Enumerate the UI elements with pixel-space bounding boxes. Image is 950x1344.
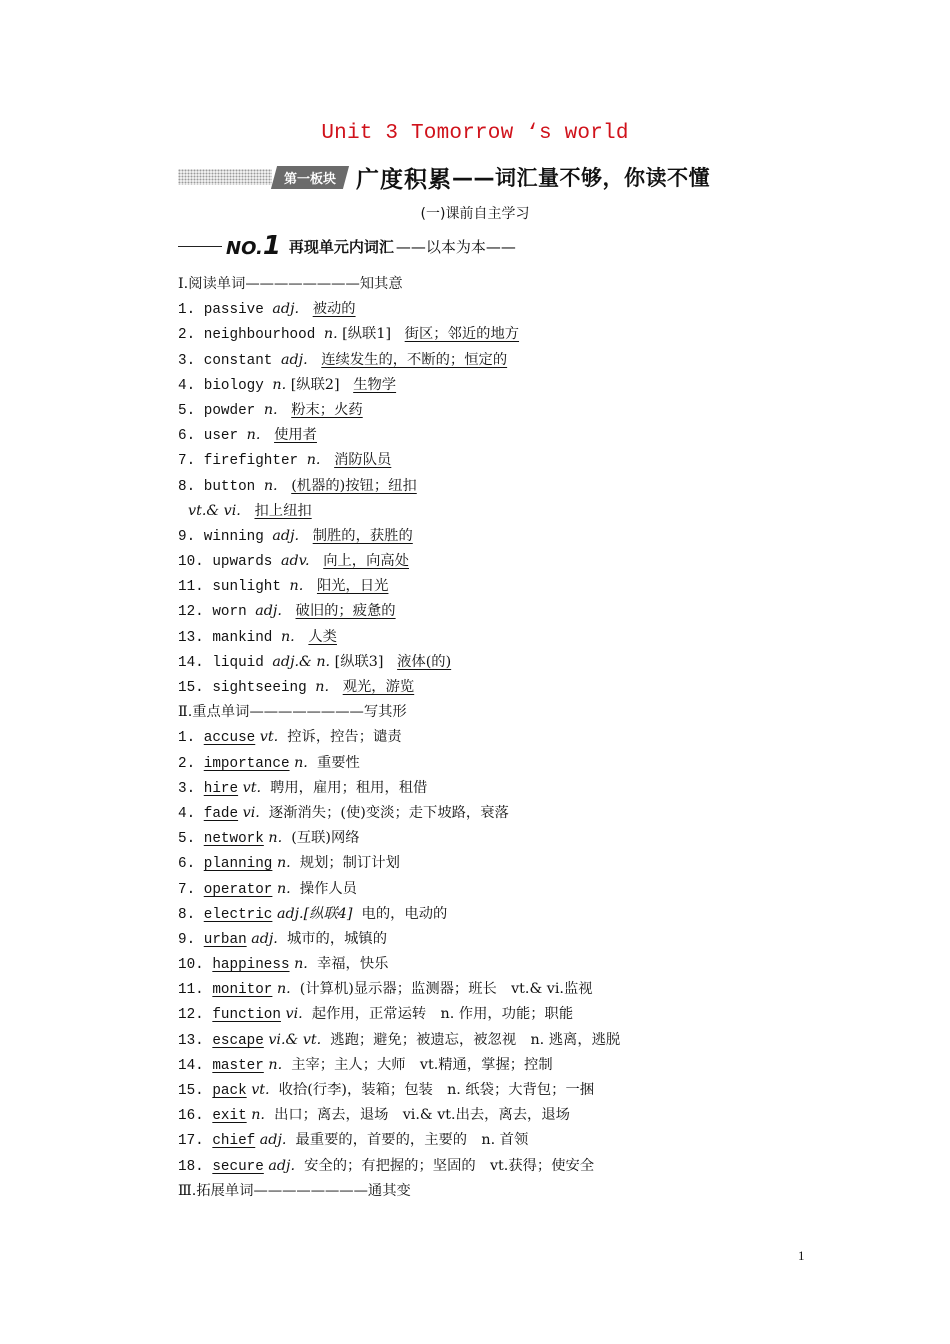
english-word: worn: [212, 604, 256, 621]
meaning: 操作人员: [299, 880, 357, 897]
meaning: 逃跑；避免；被遗忘，被忽视 n. 逃离，逃脱: [330, 1031, 621, 1048]
spacer: [261, 780, 270, 796]
spacer: [286, 1132, 295, 1148]
spacer: [278, 402, 292, 418]
part-of-speech: n.: [294, 956, 308, 973]
spacer: [282, 603, 296, 619]
vocab-row: [178, 549, 738, 574]
item-number: 14.: [178, 654, 213, 671]
meaning: 电的，电动的: [361, 905, 448, 922]
word-answer: fade: [203, 805, 239, 822]
item-number: 3.: [178, 780, 204, 797]
english-word: winning: [203, 528, 273, 545]
spacer: [308, 956, 317, 972]
part-of-speech: n.: [263, 477, 278, 494]
item-number: 10.: [178, 957, 213, 974]
vocab-row: [178, 398, 738, 423]
word-answer: accuse: [203, 730, 256, 747]
part-of-speech: vi.: [285, 1006, 303, 1023]
english-word: user: [203, 428, 247, 445]
item-number: 12.: [178, 604, 213, 621]
item-number: 6.: [178, 428, 204, 445]
link-tag: [纵联1]: [337, 326, 392, 343]
word-answer: exit: [212, 1108, 247, 1125]
part-of-speech: n.: [268, 1056, 283, 1073]
item-number: 4.: [178, 377, 204, 394]
part-of-speech: adj.: [280, 351, 308, 368]
part-of-speech: adj.& n.: [272, 653, 331, 670]
meaning-answer: 被动的: [312, 301, 356, 318]
english-word: passive: [203, 302, 273, 319]
banner-heading: 广度积累: [356, 166, 453, 193]
part-of-speech: n.: [246, 427, 261, 444]
meaning: 最重要的，首要的，主要的 n. 首领: [295, 1132, 529, 1149]
word-answer: planning: [203, 856, 273, 873]
banner-dots: [178, 169, 272, 185]
meaning: (计算机)显示器；监测器；班长 vt.& vi.监视: [299, 981, 593, 998]
item-number: 4.: [178, 805, 204, 822]
part-of-speech: adj.: [272, 527, 300, 544]
vocab-row: [178, 599, 738, 624]
item-number: 7.: [178, 881, 204, 898]
vocab-row: [178, 1103, 738, 1128]
part-of-speech: vt.: [242, 779, 261, 796]
item-number: 10.: [178, 554, 213, 571]
vocab-row: [178, 499, 738, 524]
spacer: [241, 503, 255, 519]
word-answer: function: [212, 1007, 281, 1024]
item-number: 1.: [178, 730, 204, 747]
part-of-speech: n.: [263, 401, 278, 418]
meaning-answer: 粉末；火药: [291, 401, 363, 418]
part-of-speech: vi.& vt.: [268, 1031, 322, 1048]
vocab-row: [178, 801, 738, 826]
spacer: [321, 1032, 330, 1048]
spacer: [270, 1082, 279, 1098]
spacer: [340, 377, 354, 393]
word-answer: escape: [212, 1032, 264, 1049]
english-word: neighbourhood: [203, 327, 324, 344]
vocab-row: [178, 1154, 738, 1179]
spacer: [383, 654, 397, 670]
meaning-answer: 阳光，日光: [316, 578, 389, 595]
item-number: 7.: [178, 453, 204, 470]
item-number: 18.: [178, 1158, 213, 1175]
vocab-row: [178, 297, 738, 322]
vocab-row: [178, 650, 738, 675]
part-of-speech: n.: [306, 452, 321, 469]
item-number: 5.: [178, 402, 204, 419]
spacer: [308, 755, 317, 771]
item-number: 17.: [178, 1133, 213, 1150]
lesson-subheading: (一)课前自主学习: [420, 206, 530, 222]
spacer: [310, 553, 324, 569]
word-answer: secure: [212, 1158, 264, 1175]
english-word: powder: [203, 402, 264, 419]
vocab-row: [178, 625, 738, 650]
spacer: [260, 427, 274, 443]
item-number: 11.: [178, 982, 213, 999]
item-number: 9.: [178, 931, 204, 948]
english-word: upwards: [212, 554, 281, 571]
word-answer: master: [212, 1057, 264, 1074]
item-number: 13.: [178, 1032, 213, 1049]
word-answer: urban: [203, 931, 247, 948]
vocab-row: [178, 524, 738, 549]
section-number: NO.1: [226, 231, 281, 261]
meaning: (互联)网络: [291, 830, 360, 847]
vocab-row: [178, 902, 738, 927]
spacer: [329, 679, 343, 695]
word-answer: pack: [212, 1083, 247, 1099]
banner-tag: [271, 166, 349, 189]
meaning: 控诉，控告；谴责: [287, 729, 402, 746]
vocab-row: [178, 1002, 738, 1027]
spacer: [320, 452, 334, 468]
spacer: [291, 981, 300, 997]
part-of-speech: adv.: [280, 553, 310, 570]
item-number: 15.: [178, 680, 213, 696]
part-of-speech: n.: [276, 981, 291, 998]
item-number: 3.: [178, 352, 204, 369]
vocab-row: [178, 1078, 738, 1103]
spacer: [303, 1006, 312, 1022]
meaning: 重要性: [316, 754, 360, 771]
vocab-row: [178, 927, 738, 952]
part-of-speech: n.: [272, 376, 287, 393]
vocab-row: [178, 776, 738, 801]
word-answer: operator: [203, 881, 273, 898]
word-answer: chief: [212, 1133, 256, 1150]
page-number: 1: [798, 1248, 805, 1263]
spacer: [299, 301, 313, 317]
meaning: 规划；制订计划: [299, 855, 400, 872]
word-answer: network: [203, 831, 264, 848]
part-of-speech: adj.: [268, 1157, 296, 1174]
meaning: 幸福，快乐: [316, 956, 389, 973]
vocab-row: [178, 675, 738, 700]
vocab-row: [178, 826, 738, 851]
part-heading: Ⅱ.重点单词————————写其形: [178, 704, 407, 721]
item-number: 2.: [178, 755, 204, 772]
english-word: sunlight: [212, 579, 290, 596]
meaning: 收拾(行李)，装箱；包装 n. 纸袋；大背包；一捆: [278, 1082, 595, 1098]
word-answer: electric: [203, 906, 273, 923]
item-number: 16.: [178, 1108, 213, 1125]
meaning-answer: 向上，向高处: [323, 553, 409, 570]
vocab-row: [178, 851, 738, 876]
part-of-speech: n.: [276, 880, 291, 897]
part-of-speech: n.: [289, 578, 304, 595]
meaning: 主宰；主人；大师 vt.精通，掌握；控制: [291, 1056, 553, 1073]
spacer: [352, 906, 361, 922]
part-heading: Ⅰ.阅读单词————————知其意: [178, 276, 403, 292]
word-answer: importance: [203, 755, 290, 772]
vocab-row: [178, 322, 738, 347]
banner-subheading: ——词汇量不够，你读不懂: [452, 166, 711, 190]
spacer: [308, 352, 322, 368]
part-heading: Ⅲ.拓展单词————————通其变: [178, 1182, 411, 1199]
word-answer: hire: [203, 780, 239, 797]
item-number: 8.: [178, 478, 204, 495]
spacer: [299, 528, 313, 544]
part-of-speech: n.: [268, 830, 283, 847]
spacer: [265, 1107, 274, 1123]
part-of-speech: vt.& vi.: [188, 502, 241, 519]
meaning: 逐渐消失；(使)变淡；走下坡路，衰落: [268, 804, 509, 821]
spacer: [295, 1158, 304, 1174]
meaning-answer: 人类: [308, 628, 337, 645]
spacer: [282, 1057, 291, 1073]
meaning: 起作用，正常运转 n. 作用，功能；职能: [311, 1006, 574, 1023]
part-of-speech: vi.: [242, 804, 260, 821]
spacer: [260, 805, 269, 821]
spacer: [303, 578, 317, 594]
word-answer: monitor: [212, 982, 273, 999]
meaning-answer: 制胜的，获胜的: [312, 527, 413, 544]
part-of-speech: adj.: [259, 1132, 287, 1149]
part-of-speech: adj.: [251, 930, 278, 947]
english-word: firefighter: [203, 453, 307, 470]
vocab-row: [178, 423, 738, 448]
english-word: liquid: [212, 654, 273, 671]
spacer: [278, 478, 292, 494]
section-dash: ——以本为本——: [395, 237, 516, 256]
spacer: [291, 881, 300, 897]
link-tag: [纵联3]: [330, 653, 384, 670]
meaning: 城市的，城镇的: [286, 930, 388, 947]
part-of-speech: adj.: [255, 603, 282, 620]
vocab-row: [178, 448, 738, 473]
item-number: 14.: [178, 1057, 213, 1074]
meaning-answer: 液体(的): [397, 653, 452, 670]
vocab-row: [178, 1128, 738, 1153]
part-of-speech: n.: [251, 1107, 265, 1124]
item-number: 11.: [178, 579, 213, 596]
vocab-row: [178, 877, 738, 902]
item-number: 5.: [178, 831, 204, 848]
link-tag: [纵联2]: [286, 376, 340, 393]
part-of-speech: vt.: [259, 729, 279, 746]
english-word: mankind: [212, 629, 281, 646]
part-of-speech: n.: [323, 326, 338, 343]
item-number: 13.: [178, 629, 213, 646]
vocab-list: [178, 272, 738, 1204]
item-number: 6.: [178, 856, 204, 873]
vocab-row: [178, 952, 738, 977]
meaning-answer: 使用者: [274, 427, 317, 444]
section-banner: [178, 162, 710, 192]
rule-left: [178, 246, 222, 247]
spacer: [391, 326, 405, 342]
vocab-row: [178, 348, 738, 373]
part-of-speech: n.: [315, 679, 330, 695]
meaning-answer: 扣上纽扣: [254, 502, 312, 519]
spacer: [278, 729, 287, 745]
banner-tag-label: 第一板块: [284, 171, 337, 187]
section-heading: [178, 232, 558, 260]
meaning: 聘用，雇用；租用，租借: [270, 779, 428, 796]
item-number: 8.: [178, 906, 204, 923]
spacer: [278, 931, 287, 947]
spacer: [291, 855, 300, 871]
english-word: biology: [203, 377, 273, 394]
meaning-answer: (机器的)按钮；纽扣: [291, 477, 417, 494]
english-word: sightseeing: [212, 680, 316, 696]
vocab-row: [178, 574, 738, 599]
meaning-answer: 生物学: [353, 376, 397, 393]
item-number: 15.: [178, 1083, 213, 1099]
item-number: 1.: [178, 302, 204, 319]
unit-title: Unit 3 Tomorrow ‘s world: [321, 122, 629, 145]
english-word: constant: [203, 352, 281, 369]
spacer: [295, 629, 309, 645]
part-of-speech: n.: [280, 628, 295, 645]
vocab-row: [178, 474, 738, 499]
vocab-row: [178, 977, 738, 1002]
meaning: 安全的；有把握的；坚固的 vt.获得；使安全: [304, 1157, 595, 1174]
spacer: [282, 830, 291, 846]
vocab-row: [178, 725, 738, 750]
meaning: 出口；离去，退场 vi.& vt.出去，离去，退场: [274, 1107, 570, 1124]
part-of-speech: adj.: [272, 301, 300, 318]
item-number: 12.: [178, 1007, 213, 1024]
part-of-speech: vt.: [251, 1082, 270, 1098]
item-number: 2.: [178, 327, 204, 344]
meaning-answer: 观光，游览: [342, 679, 415, 695]
item-number: 9.: [178, 528, 204, 545]
meaning-answer: 街区；邻近的地方: [404, 326, 520, 343]
meaning-answer: 消防队员: [334, 452, 392, 469]
word-answer: happiness: [212, 957, 290, 974]
vocab-row: [178, 1028, 738, 1053]
section-label: 再现单元内词汇: [288, 237, 394, 256]
part-of-speech: adj.[纵联4]: [276, 905, 353, 922]
meaning-answer: 破旧的；疲惫的: [295, 603, 396, 620]
part-of-speech: n.: [294, 754, 308, 771]
part-of-speech: n.: [276, 855, 291, 872]
meaning-answer: 连续发生的，不断的；恒定的: [321, 351, 508, 368]
vocab-row: [178, 1053, 738, 1078]
vocab-row: [178, 751, 738, 776]
vocab-row: [178, 373, 738, 398]
english-word: button: [203, 478, 264, 495]
